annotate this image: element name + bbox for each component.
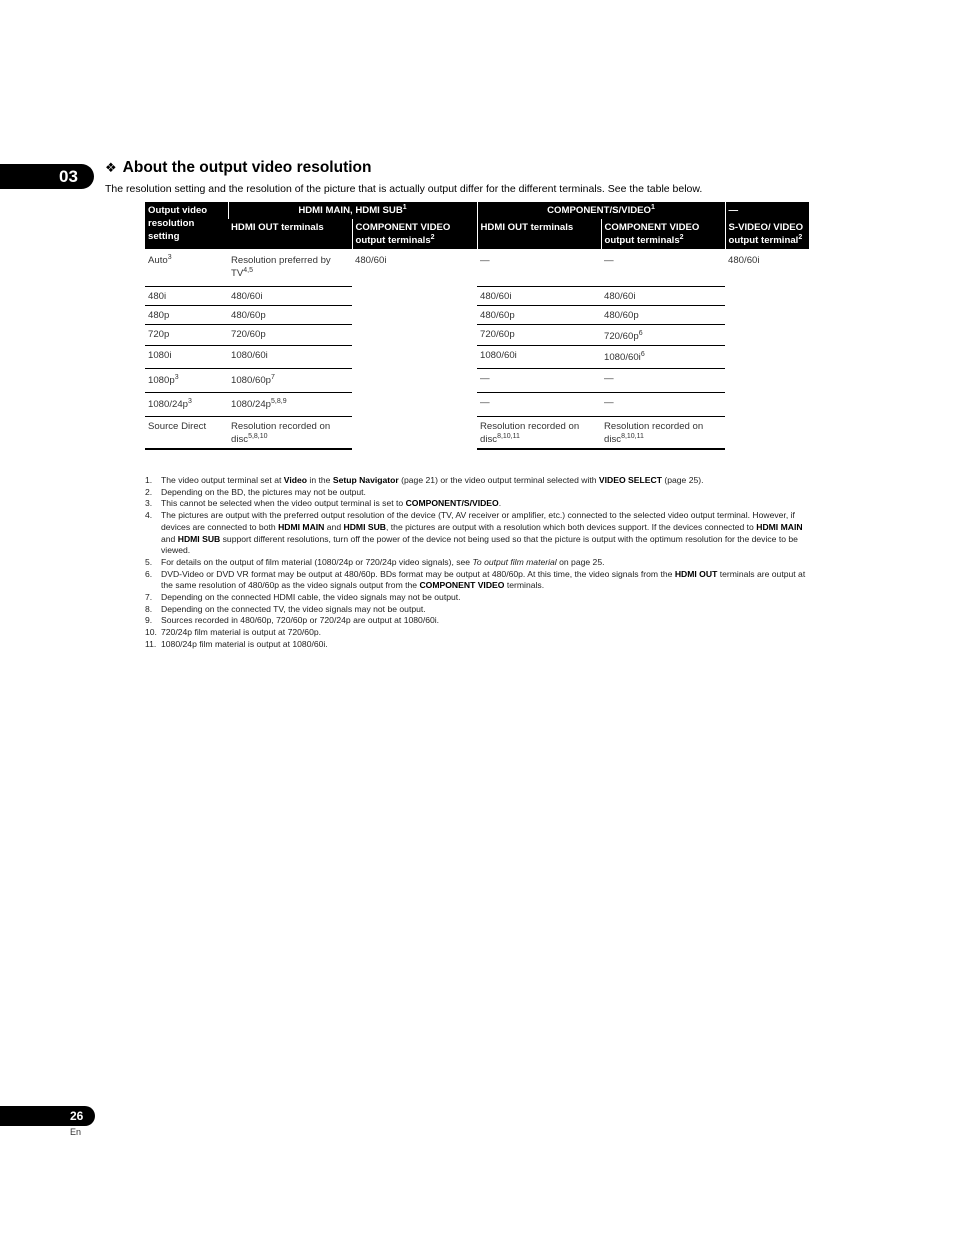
footnote: 8. Depending on the connected TV, the video signals may not be output. — [145, 603, 426, 614]
footnote: 2. Depending on the BD, the pictures may not be output. — [145, 486, 366, 497]
cell-component-video: 480/60i — [355, 255, 387, 266]
cell-hdmi-out: 480/60i — [228, 287, 352, 306]
header-hdmi-out: HDMI OUT terminals — [228, 219, 352, 249]
diamond-bullet-icon: ❖ — [105, 160, 117, 175]
cell-hdmi-out-2: — — [477, 369, 601, 393]
header-component-video-2: COMPONENT VIDEO output terminals$^2$ — [601, 219, 725, 249]
header-hdmi-out-2: HDMI OUT terminals — [477, 219, 601, 249]
cell-hdmi-out: Resolution preferred by TV$^{4,5}$ — [231, 255, 331, 279]
footnote: 4. The pictures are output with the preferred output resolution of the device (TV, AV receiver or amplifier, etc.) connected to the selected video output terminal. However, if devices are connected to both HDMI MAIN and HDMI SUB, the pictures are output with a resolution which both devices support. If the devices connected to HDMI MAIN and HDMI SUB support different resolutions, turn off the power of the device not being used so that the picture is output with the optimum resolution for the device to be viewed. — [145, 510, 803, 556]
table-row — [145, 417, 809, 450]
cell-hdmi-out-2: Resolution recorded on disc$^{8,10,11}$ — [477, 417, 601, 450]
table-row — [145, 369, 809, 393]
cell-hdmi-out-2: — — [480, 255, 490, 266]
table-row — [145, 249, 809, 287]
section-title: About the output video resolution — [122, 159, 372, 176]
footnote: 3. This cannot be selected when the video output terminal is set to COMPONENT/S/VIDEO. — [145, 498, 502, 509]
header-dash: — — [725, 202, 809, 219]
cell-hdmi-out: 1080/60i — [228, 346, 352, 369]
cell-hdmi-out-2: 720/60p — [477, 325, 601, 346]
intro-text: The resolution setting and the resolution of the picture that is actually output differ for the different terminals. See the table below. — [105, 183, 703, 195]
language-label: En — [70, 1127, 82, 1137]
cell-setting: 1080i — [145, 346, 228, 369]
cell-setting: 480p — [145, 306, 228, 325]
header-setting: Output video resolution setting — [145, 202, 228, 249]
footnote: 9. Sources recorded in 480/60p, 720/60p or 720/24p are output at 1080/60i. — [145, 615, 440, 626]
cell-setting: 720p — [145, 325, 228, 346]
header-component-video: COMPONENT VIDEO output terminals$^2$ — [352, 219, 477, 249]
header-component-group: COMPONENT/S/VIDEO$^1$ — [477, 202, 725, 219]
header-svideo: S-VIDEO/ VIDEO output terminal$^2$ — [725, 219, 809, 249]
cell-setting: Source Direct — [145, 417, 228, 450]
header-hdmi-group: HDMI MAIN, HDMI SUB$^1$ — [228, 202, 477, 219]
table-row — [145, 306, 809, 325]
cell-component-video-2: — — [601, 369, 725, 393]
table-row — [145, 325, 809, 346]
cell-hdmi-out: Resolution recorded on disc$^{5,8,10}$ — [228, 417, 352, 450]
cell-component-video-2: — — [601, 393, 725, 417]
cell-hdmi-out: $1080/24p^{5,8,9}$ — [228, 393, 352, 417]
cell-hdmi-out-2: — — [477, 393, 601, 417]
chapter-tab: 03 — [0, 164, 94, 189]
table-row — [145, 287, 809, 306]
footnote: 10. 720/24p film material is output at 720/60p. — [145, 627, 322, 638]
cell-hdmi-out-2: 480/60p — [477, 306, 601, 325]
page-number: 26 — [0, 1106, 95, 1126]
footnote: 11. 1080/24p film material is output at 1080/60i. — [145, 638, 328, 649]
cell-setting: $1080p^3$ — [145, 369, 228, 393]
table-row — [145, 393, 809, 417]
footnote: 5. For details on the output of film material (1080/24p or 720/24p video signals), see To output film material on page 25. — [145, 556, 605, 567]
cell-setting: $1080/24p^3$ — [145, 393, 228, 417]
cell-svideo: 480/60i — [728, 255, 760, 266]
cell-component-video-2: 480/60p — [601, 306, 725, 325]
cell-hdmi-out-2: 480/60i — [477, 287, 601, 306]
cell-component-video-2: $720/60p^6$ — [601, 325, 725, 346]
cell-setting: 480i — [145, 287, 228, 306]
cell-setting: Auto$^3$ — [148, 253, 172, 266]
cell-component-video-2: 480/60i — [601, 287, 725, 306]
footnotes — [145, 475, 809, 651]
section-heading — [105, 159, 372, 177]
table-header-row — [145, 202, 809, 219]
cell-hdmi-out-2: 1080/60i — [477, 346, 601, 369]
footnote: 1. The video output terminal set at Video in the Setup Navigator (page 21) or the video output terminal selected with VIDEO SELECT (page 25). — [145, 475, 704, 485]
cell-component-video-2: — — [604, 255, 614, 266]
resolution-table — [145, 202, 809, 450]
footnote: 7. Depending on the connected HDMI cable, the video signals may not be output. — [145, 592, 461, 603]
table-subheader-row — [145, 219, 809, 249]
cell-hdmi-out: 720/60p — [228, 325, 352, 346]
cell-component-video-2: $1080/60i^6$ — [601, 346, 725, 369]
footnote: 6. DVD-Video or DVD VR format may be output at 480/60p. BDs format may be output at 480/60p. At this time, the video signals from the HDMI OUT terminals are output at the same resolution of 480/60p as the video signals output from the COMPONENT VIDEO terminals. — [145, 568, 806, 591]
table-row — [145, 346, 809, 369]
cell-component-video-2: Resolution recorded on disc$^{8,10,11}$ — [601, 417, 725, 450]
cell-hdmi-out: $1080/60p^7$ — [228, 369, 352, 393]
cell-hdmi-out: 480/60p — [228, 306, 352, 325]
